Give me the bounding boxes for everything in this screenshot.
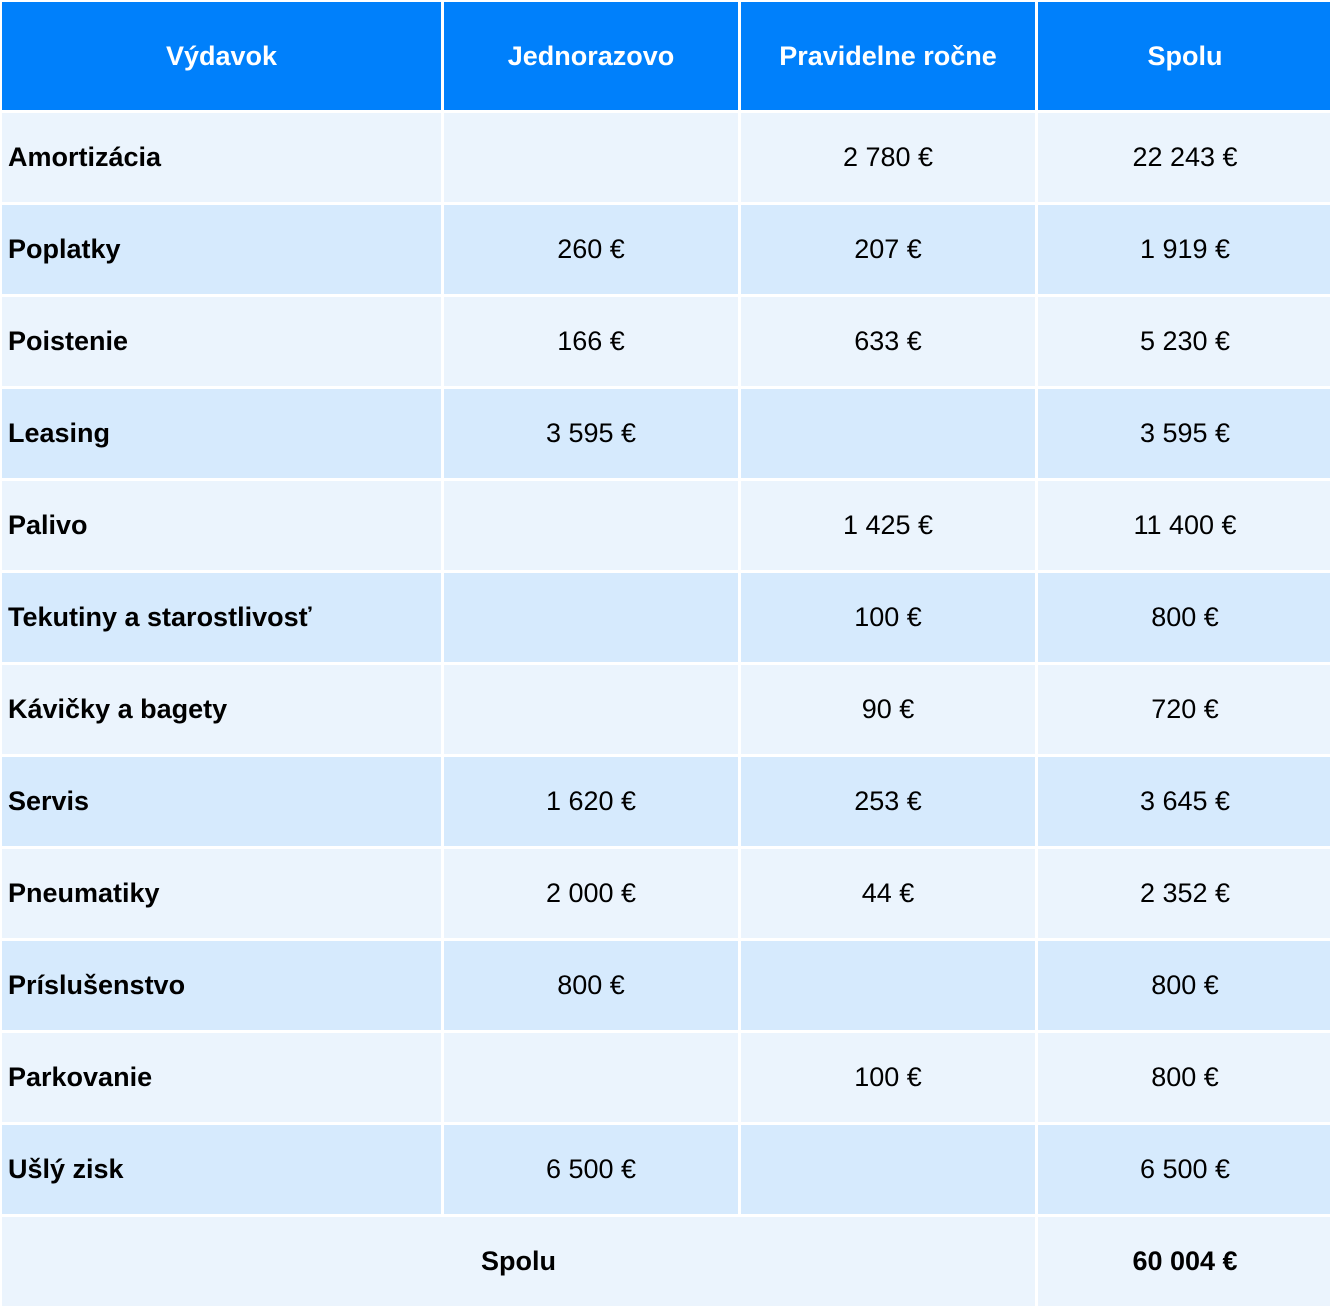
table-row xyxy=(2,481,1330,570)
row-label: Servis xyxy=(2,757,441,846)
total-cell: 11 400 € xyxy=(1038,481,1330,570)
grand-total-value: 60 004 € xyxy=(1038,1217,1330,1306)
header-cell-total: Spolu xyxy=(1038,2,1330,110)
row-label: Amortizácia xyxy=(2,113,441,202)
yearly-cell: 44 € xyxy=(741,849,1035,938)
one-time-cell: 3 595 € xyxy=(444,389,738,478)
row-label: Pneumatiky xyxy=(2,849,441,938)
total-row xyxy=(2,1217,1330,1306)
row-label: Parkovanie xyxy=(2,1033,441,1122)
one-time-cell: 1 620 € xyxy=(444,757,738,846)
yearly-cell: 100 € xyxy=(741,573,1035,662)
total-cell: 800 € xyxy=(1038,573,1330,662)
yearly-cell: 2 780 € xyxy=(741,113,1035,202)
table-row xyxy=(2,573,1330,662)
yearly-cell: 90 € xyxy=(741,665,1035,754)
one-time-cell xyxy=(444,573,738,662)
total-cell: 1 919 € xyxy=(1038,205,1330,294)
header-cell-one-time: Jednorazovo xyxy=(444,2,738,110)
one-time-cell xyxy=(444,665,738,754)
header-row xyxy=(2,2,1330,110)
total-cell: 5 230 € xyxy=(1038,297,1330,386)
total-cell: 800 € xyxy=(1038,1033,1330,1122)
one-time-cell: 260 € xyxy=(444,205,738,294)
one-time-cell: 6 500 € xyxy=(444,1125,738,1214)
yearly-cell xyxy=(741,1125,1035,1214)
yearly-cell: 100 € xyxy=(741,1033,1035,1122)
yearly-cell: 1 425 € xyxy=(741,481,1035,570)
row-label: Príslušenstvo xyxy=(2,941,441,1030)
table-row xyxy=(2,849,1330,938)
table-row xyxy=(2,205,1330,294)
table-row xyxy=(2,941,1330,1030)
yearly-cell xyxy=(741,941,1035,1030)
yearly-cell: 633 € xyxy=(741,297,1035,386)
row-label: Palivo xyxy=(2,481,441,570)
yearly-cell: 207 € xyxy=(741,205,1035,294)
total-cell: 720 € xyxy=(1038,665,1330,754)
table-row xyxy=(2,297,1330,386)
table-row xyxy=(2,665,1330,754)
row-label: Kávičky a bagety xyxy=(2,665,441,754)
one-time-cell xyxy=(444,113,738,202)
header-cell-yearly: Pravidelne ročne xyxy=(741,2,1035,110)
one-time-cell: 166 € xyxy=(444,297,738,386)
one-time-cell: 2 000 € xyxy=(444,849,738,938)
table-row xyxy=(2,1033,1330,1122)
total-cell: 3 595 € xyxy=(1038,389,1330,478)
yearly-cell: 253 € xyxy=(741,757,1035,846)
header-cell-expense: Výdavok xyxy=(2,2,441,110)
total-cell: 2 352 € xyxy=(1038,849,1330,938)
total-cell: 6 500 € xyxy=(1038,1125,1330,1214)
table-row xyxy=(2,389,1330,478)
table-row xyxy=(2,113,1330,202)
one-time-cell xyxy=(444,481,738,570)
total-row-label: Spolu xyxy=(2,1217,1035,1306)
table-row xyxy=(2,1125,1330,1214)
row-label: Poplatky xyxy=(2,205,441,294)
one-time-cell xyxy=(444,1033,738,1122)
row-label: Tekutiny a starostlivosť xyxy=(2,573,441,662)
row-label: Leasing xyxy=(2,389,441,478)
total-cell: 22 243 € xyxy=(1038,113,1330,202)
one-time-cell: 800 € xyxy=(444,941,738,1030)
yearly-cell xyxy=(741,389,1035,478)
total-cell: 3 645 € xyxy=(1038,757,1330,846)
row-label: Ušlý zisk xyxy=(2,1125,441,1214)
table-row xyxy=(2,757,1330,846)
row-label: Poistenie xyxy=(2,297,441,386)
total-cell: 800 € xyxy=(1038,941,1330,1030)
